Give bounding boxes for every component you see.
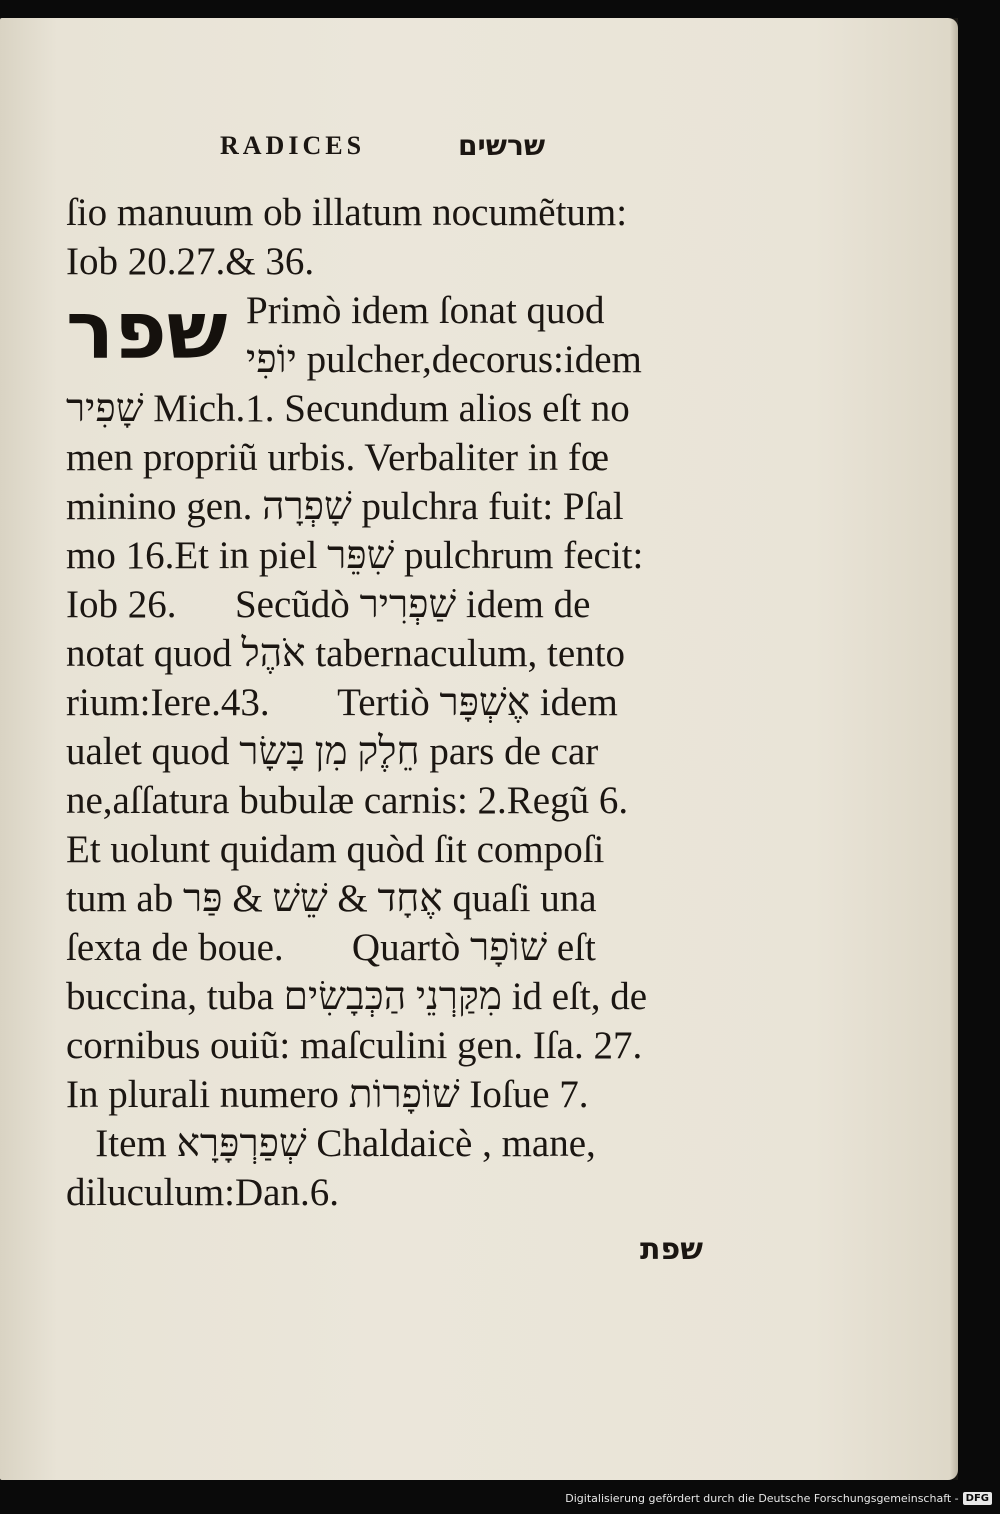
body-text	[66, 188, 726, 1217]
footer-credit	[565, 1488, 992, 1508]
text-line-1: ſio manuum ob illatum nocumẽtum:	[66, 191, 628, 234]
head-word-hebrew: שפר	[66, 284, 228, 377]
text-line-15: tum ab אֶחָד & שֵׁשׁ & פַּר quaſi una	[66, 877, 597, 920]
text-line-17: buccina, tuba מִקַּרְנֵי הַכְּבָשִׂים id eſt, de	[66, 975, 648, 1018]
text-line-12: ualet quod חֵלֶק מִן בָּשָׂר pars de car	[66, 730, 599, 773]
page-edge-shadow	[950, 18, 958, 1480]
text-line-21: diluculum:Dan.6.	[66, 1171, 339, 1214]
text-line-19: In plurali numero שׁוֹפָרוֹת Ioſue 7.	[66, 1073, 589, 1116]
running-head-latin: RADICES	[220, 131, 366, 160]
text-line-14: Et uolunt quidam quòd ſit compoſi	[66, 828, 605, 871]
text-line-2: Iob 20.27.& 36.	[66, 240, 315, 283]
text-line-18: cornibus ouiũ: maſculini gen. Iſa. 27.	[66, 1024, 643, 1067]
running-head-hebrew: שרשים	[458, 129, 546, 162]
text-line-9: Iob 26. Secũdò שַׁפְרִיר idem de	[66, 583, 591, 626]
dfg-logo-icon: DFG	[963, 1492, 992, 1505]
catchword: שפת	[640, 1232, 703, 1267]
text-line-7: minino gen. שָׁפְרָה pulchra fuit: Pſal	[66, 485, 624, 528]
text-line-10: notat quod אֹהֶל tabernaculum, tento	[66, 632, 626, 675]
running-head	[220, 123, 560, 163]
text-line-16: ſexta de boue. Quartò שׁוֹפָר eſt	[66, 926, 596, 969]
text-line-4: יוֹפִי pulcher,decorus:idem	[246, 338, 642, 381]
text-line-5: שָׁפִיר Mich.1. Secundum alios eſt no	[66, 387, 630, 430]
text-line-8: mo 16.Et in piel שִׁפֵּר pulchrum fecit:	[66, 534, 644, 577]
text-line-3: Primò idem ſonat quod	[246, 289, 605, 332]
book-page	[0, 18, 958, 1480]
text-line-20: Item שְׁפַרְפָּרָא Chaldaicè , mane,	[66, 1122, 596, 1165]
text-line-11: rium:Iere.43. Tertiò אֶשְׁפָּר idem	[66, 681, 618, 724]
footer-text: Digitalisierung gefördert durch die Deutsche Forschungsgemeinschaft -	[565, 1491, 959, 1505]
text-line-13: ne,aſſatura bubulæ carnis: 2.Regũ 6.	[66, 779, 629, 822]
text-line-6: men propriũ urbis. Verbaliter in fœ	[66, 436, 609, 479]
